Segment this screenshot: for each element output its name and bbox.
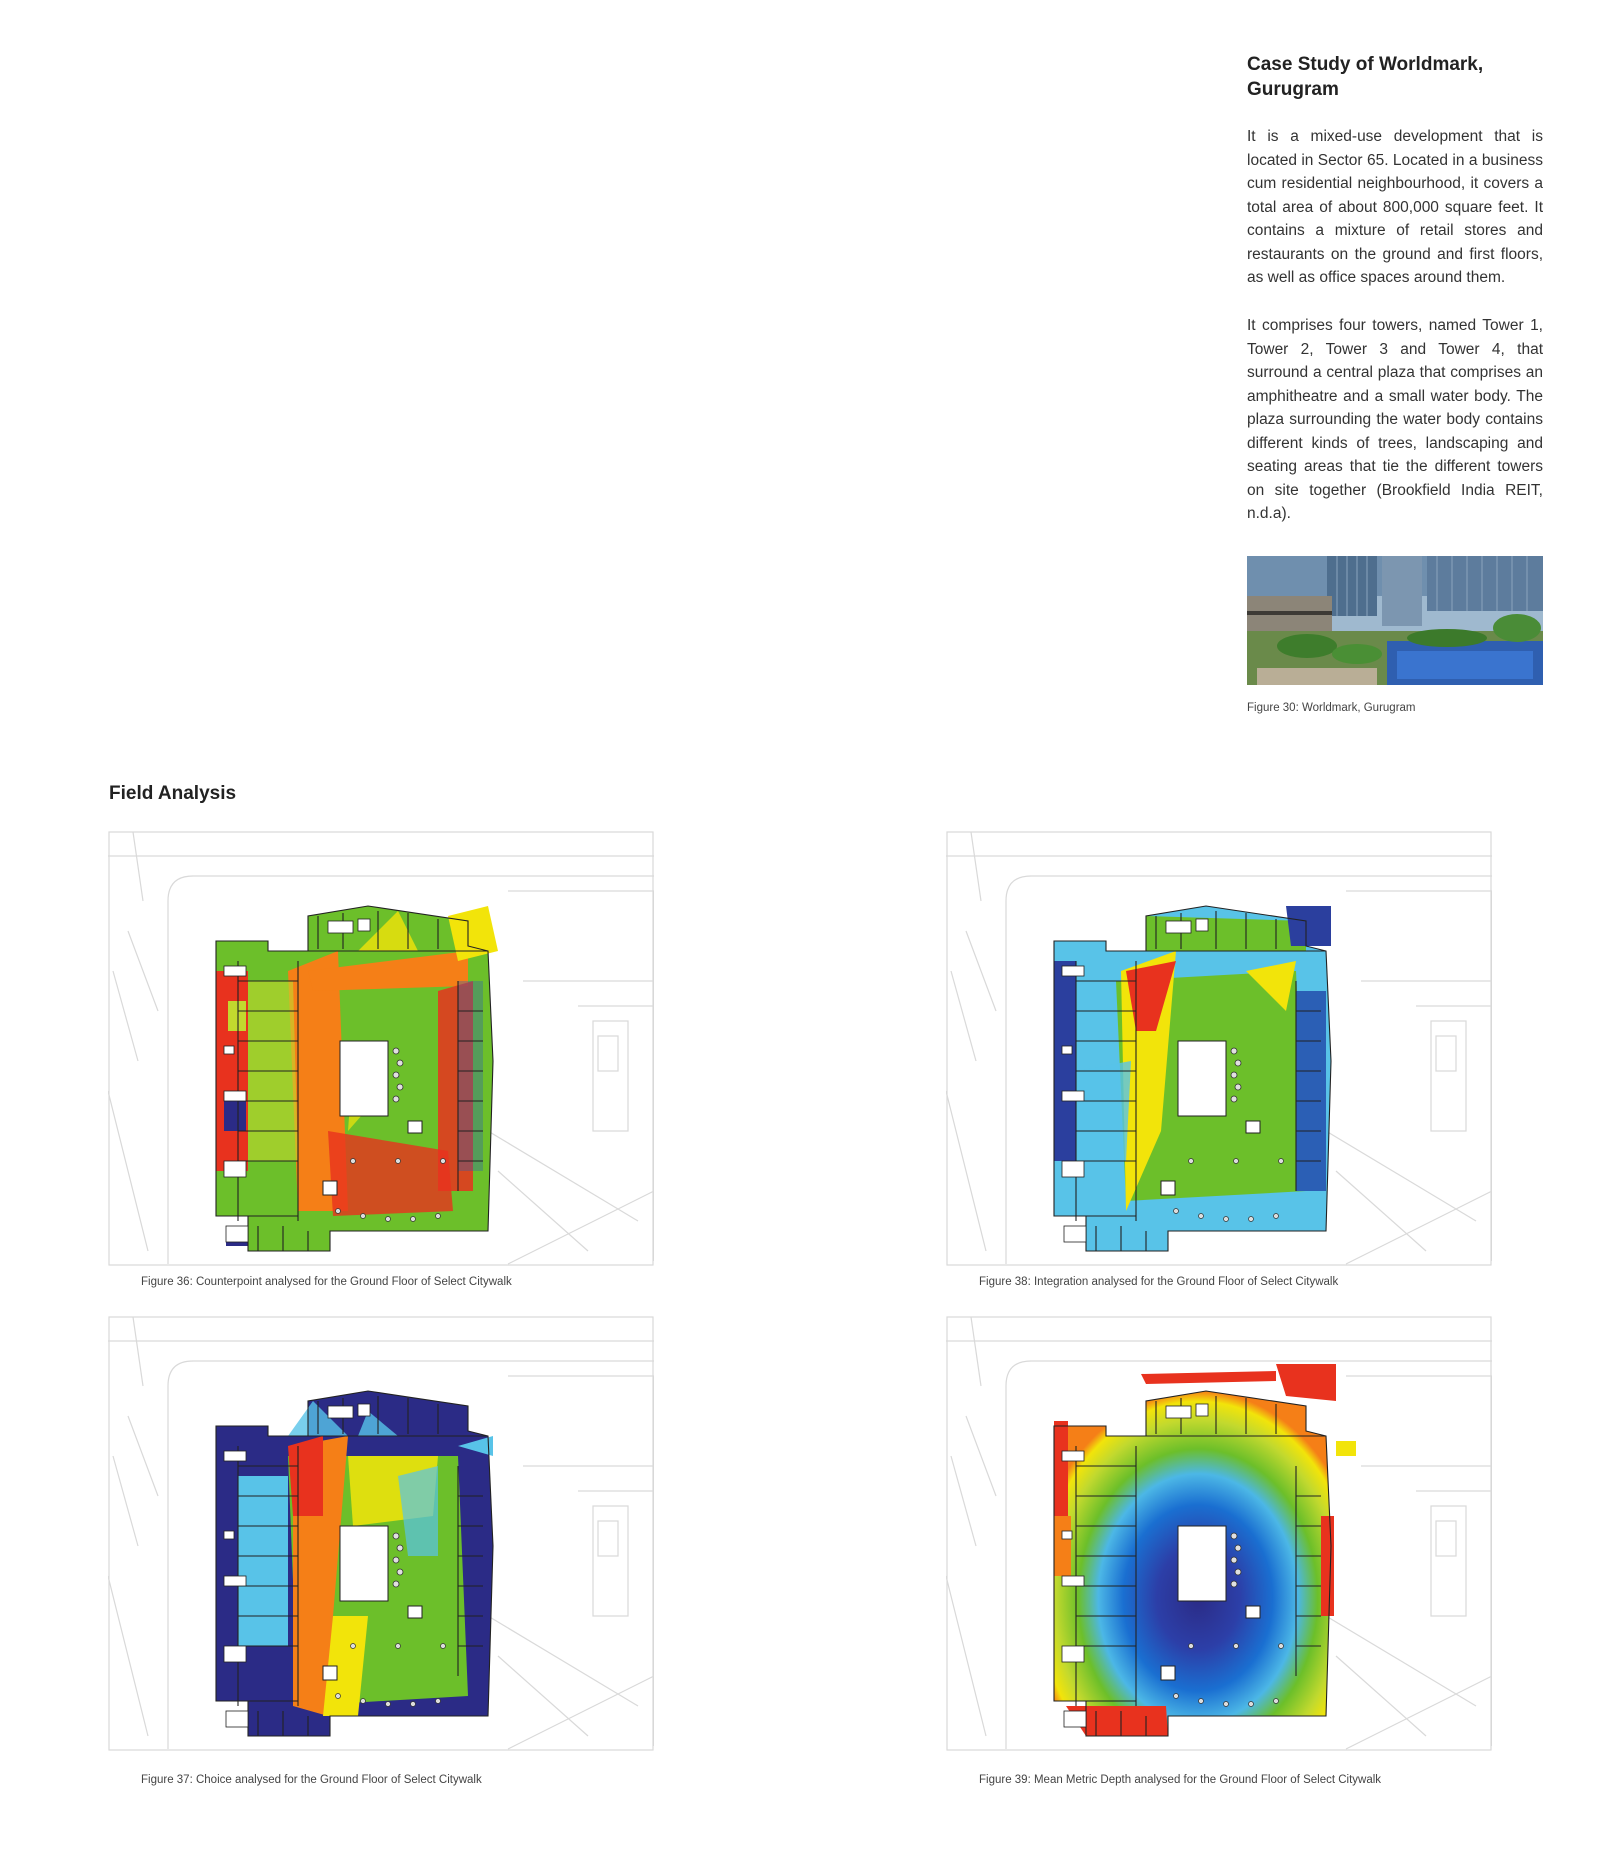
worldmark-photo <box>1247 556 1543 685</box>
figure-39-caption: Figure 39: Mean Metric Depth analysed for the Ground Floor of Select Citywalk <box>979 1774 1382 1786</box>
figure-36-counterpoint-map <box>108 831 654 1266</box>
figure-37-caption: Figure 37: Choice analysed for the Ground Floor of Select Citywalk <box>141 1774 482 1786</box>
figure-37-choice-map <box>108 1316 654 1751</box>
figure-30-caption: Figure 30: Worldmark, Gurugram <box>1247 702 1416 714</box>
case-study-title: Case Study of Worldmark, Gurugram <box>1247 54 1484 100</box>
figure-36-caption: Figure 36: Counterpoint analysed for the Ground Floor of Select Citywalk <box>141 1276 512 1288</box>
case-study-paragraph-2: It comprises four towers, named Tower 1, Tower 2, Tower 3 and Tower 4, that surround a central plaza that comprises an amphitheatre and a small water body. The plaza surrounding the water body contains different kinds of trees, landscaping and seating areas that tie the different towers on site together (Brookfield India REIT, n.d.a). <box>1247 317 1543 522</box>
figure-39-mean-metric-depth-map <box>946 1316 1492 1751</box>
figure-38-caption: Figure 38: Integration analysed for the Ground Floor of Select Citywalk <box>979 1276 1339 1288</box>
case-study-paragraph-1: It is a mixed-use development that is located in Sector 65. Located in a business cum residential neighbourhood, it covers a total area of about 800,000 square feet. It contains a mixture of retail stores and restaurants on the ground and first floors, as well as office spaces around them. <box>1247 128 1543 286</box>
field-analysis-title: Field Analysis <box>109 783 237 804</box>
figure-38-integration-map <box>946 831 1492 1266</box>
